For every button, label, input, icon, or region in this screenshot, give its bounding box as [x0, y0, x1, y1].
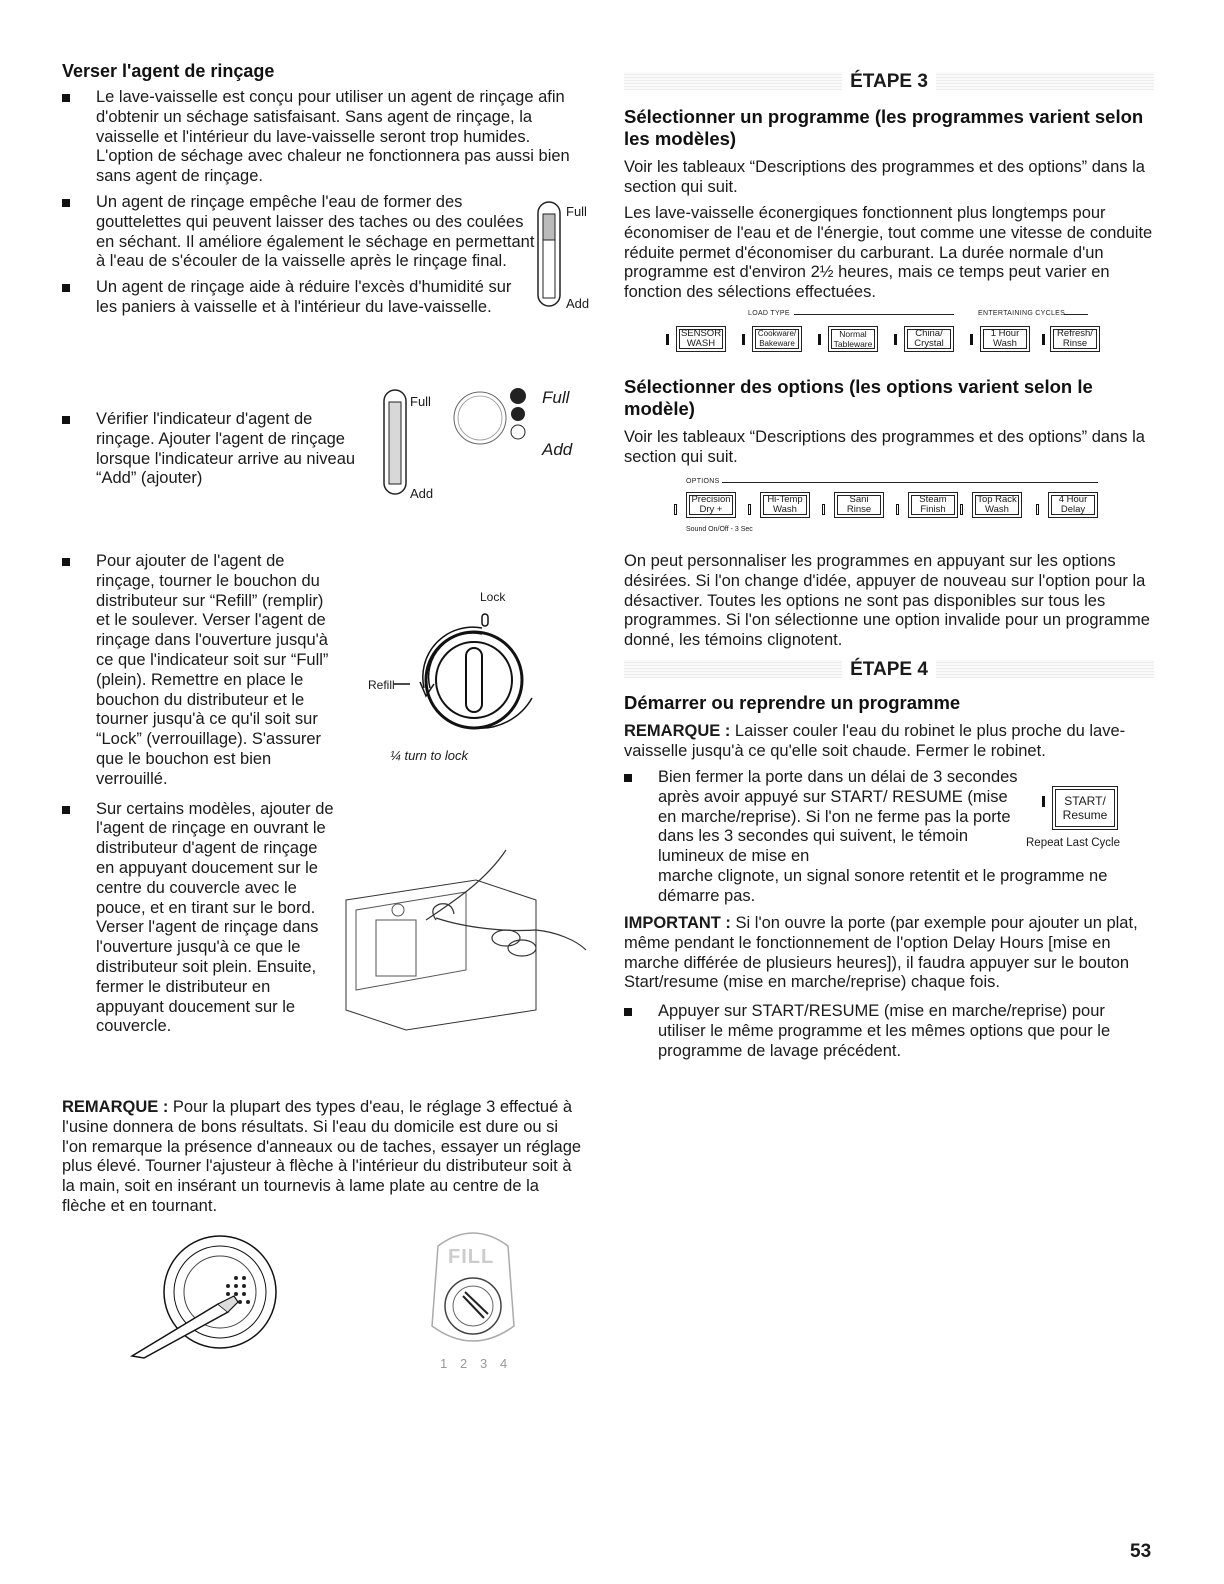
add-italic-label: Add — [542, 440, 573, 459]
etape-3-label: ÉTAPE 3 — [842, 71, 936, 92]
options-paragraph-1: Voir les tableaux “Descriptions des programmes et des options” dans la section qui suit. — [624, 428, 1145, 466]
rinse-aid-intro-list — [58, 88, 578, 324]
refresh-rinse-button[interactable]: Refresh/ Rinse — [1050, 326, 1100, 352]
rinse-indicator-figure-large — [380, 384, 440, 502]
add-label: Add — [566, 296, 590, 311]
program-paragraph-1: Voir les tableaux “Descriptions des programmes et des options” dans la section qui suit. — [624, 158, 1145, 196]
sensor-wash-button[interactable]: SENSOR WASH — [676, 326, 726, 352]
one-hour-wash-button[interactable]: 1 Hour Wash — [980, 326, 1030, 352]
fill-label: FILL — [448, 1246, 495, 1268]
heading-start-resume: Démarrer ou reprendre un programme — [624, 692, 961, 713]
screwdriver-adjust-figure — [128, 1230, 308, 1360]
sound-toggle-note: Sound On/Off - 3 Sec — [686, 526, 753, 533]
full-label: Full — [566, 204, 587, 219]
dispenser-hand-figure — [336, 840, 588, 1040]
dial-number: 2 — [460, 1356, 468, 1371]
dial-number: 4 — [500, 1356, 508, 1371]
list-item: Pour ajouter de l'agent de rinçage, tourner le bouchon du distributeur sur “Refill” (remplir) et le soulever. Verser l'agent de rinçage dans l'ouverture jusqu'à ce que l'indicateur soit sur “Full” (plein). Remettre en place le bouchon du distributeur et le tourner jusqu'à ce qu'il soit sur “Lock” (verrouillage). S'assurer que le bouchon est bien verrouillé. — [58, 552, 336, 790]
important-label: IMPORTANT : — [624, 914, 731, 932]
entertaining-cycles-label: ENTERTAINING CYCLES — [978, 310, 1066, 317]
resume-list — [620, 1002, 1150, 1067]
note-label: REMARQUE : — [62, 1098, 169, 1116]
four-hour-delay-button[interactable]: 4 Hour Delay — [1048, 492, 1098, 518]
section-heading-rinse-aid: Verser l'agent de rinçage — [62, 61, 275, 81]
heading-select-program: Sélectionner un programme (les programmes varient selon les modèles) — [624, 106, 1144, 149]
list-item: Bien fermer la porte dans un délai de 3 secondes après avoir appuyé sur START/ RESUME (mise en marche/reprise). Si l'on ne ferme pas la porte dans les 3 secondes qui suivent, le témoin lumineux de mise en marche clignote, un signal sonore retentit et le programme ne démarre pas. — [620, 768, 1150, 907]
sani-rinse-button[interactable]: Sani Rinse — [834, 492, 884, 518]
list-item: Un agent de rinçage empêche l'eau de former des gouttelettes qui peuvent laisser des taches ou des coulées en séchant. Il améliore également le séchage en permettant à l'eau de s'écouler de la vaisselle après le rinçage final. — [58, 193, 536, 272]
heading-select-options: Sélectionner des options (les options varient selon le modèle) — [624, 376, 1093, 419]
etape-4-banner — [624, 658, 1154, 680]
indicator-window-figure — [452, 384, 582, 464]
important-text: Si l'on ouvre la porte (par exemple pour ajouter un plat, même pendant le fonctionnement de l'option Delay Hours [mise en marche différée de plusieurs heures]), il faudra appuyer sur le bouton Start/resume (mise en marche/reprise) chaque fois. — [624, 914, 1138, 992]
start-note — [624, 722, 1154, 762]
lock-label: Lock — [480, 590, 506, 604]
note-text: Pour la plupart des types d'eau, le réglage 3 effectué à l'usine donnera de bons résultats. Si l'eau du domicile est dure ou si l'on remarque la présence d'anneaux ou de taches, essayer un réglage plus élevé. Tourner l'ajusteur à flèche à l'intérieur du distributeur soit à la main, soit en insérant un tournevis à lame plate au centre de la flèche et en tournant. — [62, 1098, 582, 1215]
list-item: Un agent de rinçage aide à réduire l'excès d'humidité sur les paniers à vaisselle et à l'intérieur du lave-vaisselle. — [58, 278, 536, 318]
full-italic-label: Full — [542, 388, 570, 407]
etape-3-banner — [624, 70, 1154, 92]
start-resume-button[interactable]: START/ Resume — [1052, 786, 1118, 830]
add-rinse-list — [58, 552, 358, 1043]
cookware-bakeware-button[interactable]: Cookware/ Bakeware — [752, 326, 802, 352]
remarque-text: Laisser couler l'eau du robinet le plus proche du lave-vaisselle jusqu'à ce qu'elle soit chaude. Fermer le robinet. — [624, 722, 1126, 760]
dial-number: 1 — [440, 1356, 448, 1371]
add-label: Add — [410, 486, 434, 501]
important-note — [624, 914, 1154, 993]
page-number: 53 — [1130, 1541, 1152, 1562]
china-crystal-button[interactable]: China/ Crystal — [904, 326, 954, 352]
full-label: Full — [410, 394, 431, 409]
hi-temp-wash-button[interactable]: Hi-Temp Wash — [760, 492, 810, 518]
fill-dial-figure — [418, 1226, 528, 1376]
load-type-label: LOAD TYPE — [748, 310, 790, 317]
refill-label: Refill — [368, 678, 395, 692]
precision-dry-button[interactable]: Precision Dry + — [686, 492, 736, 518]
options-paragraph-2: On peut personnaliser les programmes en appuyant sur les options désirées. Si l'on change d'idée, appuyer de nouveau sur l'option pour la désactiver. Toutes les options ne sont pas disponibles sur tous les programmes. Si l'on sélectionne une option invalide pour un programme donné, les témoins clignotent. — [624, 552, 1150, 650]
rinse-indicator-figure-small — [532, 198, 592, 318]
options-control-panel — [674, 478, 1104, 544]
program-paragraph-2: Les lave-vaisselle éconergiques fonctionnent plus longtemps pour économiser de l'eau et de l'énergie, tout comme une vitesse de conduite réduite permet d'économiser du carburant. La durée normale d'un programme est d'environ 2½ heures, mais ce temps peut varier en fonction des sélections effectuées. — [624, 204, 1153, 302]
steam-finish-button[interactable]: Steam Finish — [908, 492, 958, 518]
etape-4-label: ÉTAPE 4 — [842, 659, 936, 680]
options-label: OPTIONS — [686, 478, 720, 485]
repeat-last-cycle-label: Repeat Last Cycle — [1026, 837, 1120, 849]
remarque-label: REMARQUE : — [624, 722, 731, 740]
cycle-control-panel — [660, 308, 1100, 360]
list-item: Le lave-vaisselle est conçu pour utiliser un agent de rinçage afin d'obtenir un séchage satisfaisant. Sans agent de rinçage, la vaisselle et l'intérieur du lave-vaisselle seront trop humides. L'option de séchage avec chaleur ne fonctionnera pas aussi bien sans agent de rinçage. — [58, 88, 578, 187]
check-indicator-list — [58, 410, 378, 495]
normal-tableware-button[interactable]: Normal Tableware — [828, 326, 878, 352]
rinse-aid-note — [62, 1098, 582, 1217]
list-item: Sur certains modèles, ajouter de l'agent de rinçage en ouvrant le distributeur d'agent de rinçage en appuyant doucement sur le centre du couvercle avec le pouce, et en tirant sur le bord. Verser l'agent de rinçage dans l'ouverture jusqu'à ce que le distributeur soit plein. Ensuite, fermer le distributeur en appuyant doucement sur le couvercle. — [58, 800, 336, 1038]
list-item: Vérifier l'indicateur d'agent de rinçage. Ajouter l'agent de rinçage lorsque l'indicateur arrive au niveau “Add” (ajouter) — [58, 410, 366, 489]
quarter-turn-label: ¼ turn to lock — [390, 748, 469, 763]
dispenser-cap-figure — [364, 588, 564, 768]
top-rack-wash-button[interactable]: Top Rack Wash — [972, 492, 1022, 518]
dial-number: 3 — [480, 1356, 488, 1371]
list-item: Appuyer sur START/RESUME (mise en marche/reprise) pour utiliser le même programme et les mêmes options que pour le programme de lavage précédent. — [620, 1002, 1150, 1061]
